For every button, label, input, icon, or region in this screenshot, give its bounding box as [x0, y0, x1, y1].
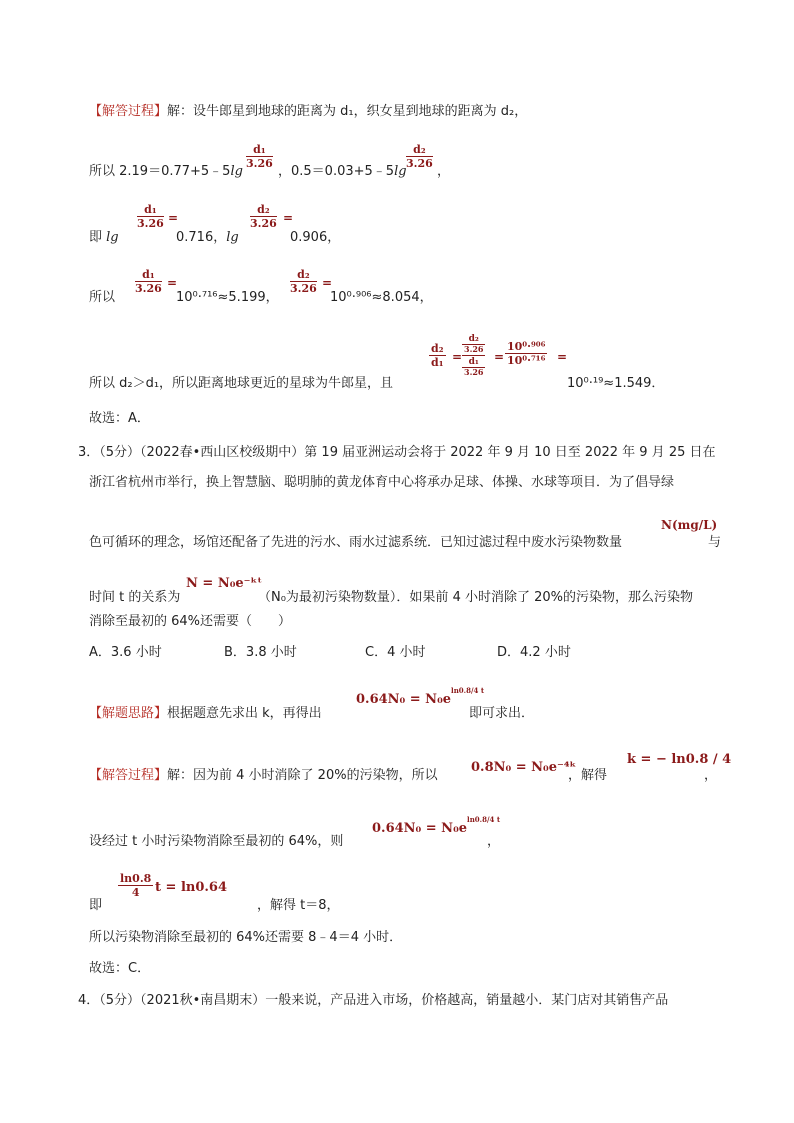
q3-then-suffix: ，解得 t＝8， [257, 898, 340, 913]
option-a[interactable]: A．3.6 小时 [89, 645, 162, 660]
frac-ln08-4: ln0.8 4 [120, 872, 152, 899]
q3-idea-suffix: 即可求出． [469, 706, 535, 721]
q3-number: 3． [78, 445, 100, 460]
frac-d1-326-c: d₁ 3.26 [135, 268, 162, 295]
frac-d2-326-c: d₂ 3.26 [290, 268, 317, 295]
q2-line-3: 即 lg [89, 230, 119, 245]
q2-line-4: 所以 [89, 290, 116, 305]
q2-line-5: 所以 d₂＞d₁，所以距离地球更近的星球为牛郎星，且 [89, 376, 394, 391]
q3-answer: 故选：C． [89, 961, 151, 976]
frac-d2-326-b: d₂ 3.26 [250, 203, 277, 230]
eq-sign: = [557, 350, 568, 364]
q2-line-3-v2: 0.906， [290, 230, 341, 245]
q4-number: 4． [78, 993, 100, 1008]
option-d[interactable]: D．4.2 小时 [497, 645, 571, 660]
formula-08: 0.8N₀ = N₀e⁻⁴ᵏ [471, 760, 577, 775]
q3-set-line: 设经过 t 小时污染物消除至最初的 64%，则 [89, 834, 344, 849]
eq-sign: = [283, 211, 294, 225]
q2-line-4-v1: 10⁰·⁷¹⁶≈5.199， [176, 290, 279, 305]
formula-k: k = − ln0.8 / 4 [627, 752, 732, 767]
q2-line-2: 所以 2.19＝0.77+5﹣5lg [89, 164, 243, 179]
frac-pow: 10⁰·⁹⁰⁶ 10⁰·⁷¹⁶ [507, 340, 546, 367]
frac-d1-326-b: d₁ 3.26 [137, 203, 164, 230]
q3-line-2: 浙江省杭州市举行，换上智慧脑、聪明肺的黄龙体育中心将承办足球、体操、水球等项目．为了倡导绿 [89, 475, 675, 490]
q2-line-4-v2: 10⁰·⁹⁰⁶≈8.054， [330, 290, 433, 305]
q3-line-3: 色可循环的理念，场馆还配备了先进的污水、雨水过滤系统．已知过滤过程中废水污染物数量 [89, 535, 623, 550]
q2-line-2-mid: ，0.5＝0.03+5﹣5lg [278, 164, 407, 179]
process-tag-2: 【解答过程】 [89, 768, 168, 783]
q2-line-3-v1: 0.716，lg [176, 230, 239, 245]
frac-d2-326: d₂ 3.26 [406, 143, 433, 170]
q3-then-line: 即 [89, 898, 103, 913]
idea-tag: 【解题思路】 [89, 706, 168, 721]
eq-sign: = [167, 276, 178, 290]
frac-d1-326: d₁ 3.26 [246, 143, 273, 170]
formula-064: $0.64N_0 = N_0e^{ln0.8/4 t}$ [356, 686, 485, 707]
q3-line-4-suffix: （N₀为最初污染物数量）．如果前 4 小时消除了 20%的污染物，那么污染物 [258, 590, 693, 605]
q3-line-3-suffix: 与 [708, 535, 722, 550]
process-tag: 【解答过程】 [89, 104, 168, 119]
q4-line-1: 4．（5分）（2021秋•南昌期末）一般来说，产品进入市场，价格越高，销量越小．某门店对其销售产品 [78, 993, 669, 1008]
eq-sign: = [494, 350, 505, 364]
eq-sign: = [322, 276, 333, 290]
q3-idea-line: 【解题思路】根据题意先求出 k，再得出 [89, 706, 322, 721]
q2-line-5-result: 10⁰·¹⁹≈1.549． [567, 376, 665, 391]
q3-process-end: ， [704, 768, 718, 783]
q3-line-4: 时间 t 的关系为 [89, 590, 181, 605]
process-text: 解：设牛郎星到地球的距离为 d₁，织女星到地球的距离为 d₂， [167, 104, 528, 119]
formula-N-mgL: N(mg/L) [661, 518, 718, 532]
q3-process-line: 【解答过程】解：因为前 4 小时消除了 20%的污染物，所以 [89, 768, 438, 783]
q3-so-line: 所以污染物消除至最初的 64%还需要 8﹣4＝4 小时． [89, 930, 403, 945]
frac-d2-d1: d₂ d₁ [431, 342, 444, 369]
q3-line-5: 消除至最初的 64%还需要（ ） [89, 614, 292, 629]
eq-sign: = [168, 211, 179, 225]
eq-sign: = [452, 350, 463, 364]
q2-process-line [89, 104, 527, 120]
option-b[interactable]: B．3.8 小时 [224, 645, 297, 660]
q2-line-2-end: ， [437, 164, 451, 179]
formula-model: N = N₀e⁻ᵏᵗ [186, 576, 263, 591]
q3-process-mid: ，解得 [568, 768, 608, 783]
formula-064-b: $0.64N_0 = N_0e^{ln0.8/4 t}$ [372, 815, 501, 836]
complex-fraction: d₂ 3.26 d₁ 3.26 [464, 334, 484, 377]
q3-set-end: ， [487, 834, 501, 849]
q2-answer: 故选：A． [89, 411, 150, 426]
q3-line-1: 3．（5分）（2022春•西山区校级期中）第 19 届亚洲运动会将于 2022 年 9 月 10 日至 2022 年 9 月 25 日在 [78, 445, 716, 460]
formula-t: t = ln0.64 [155, 880, 228, 895]
option-c[interactable]: C．4 小时 [365, 645, 426, 660]
